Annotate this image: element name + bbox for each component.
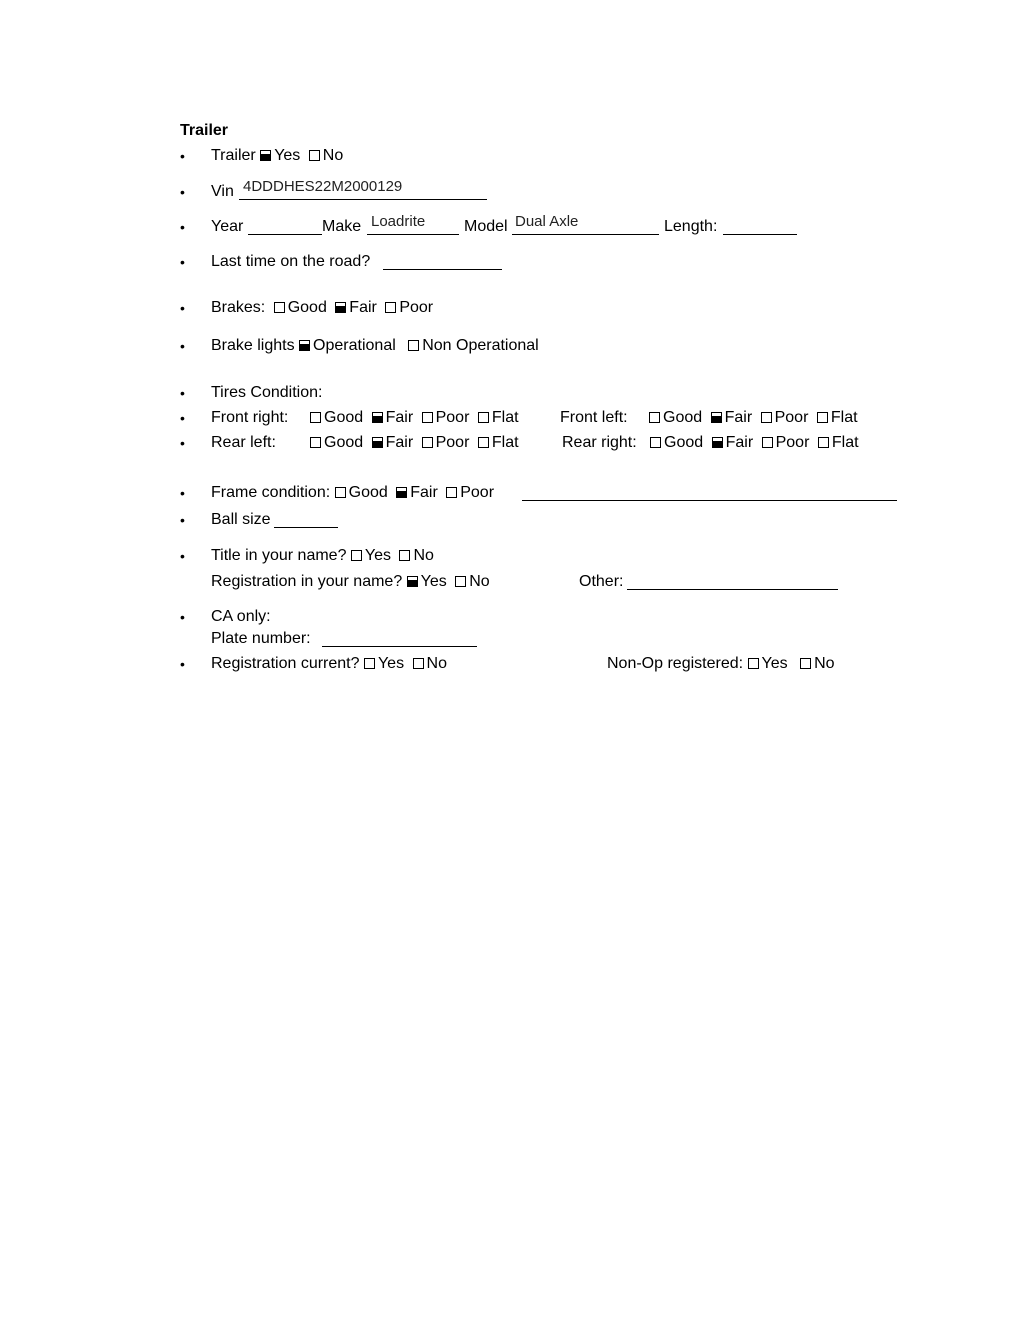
trailer-yes-checkbox[interactable]	[260, 150, 271, 161]
bullet: •	[180, 410, 185, 426]
length-underline[interactable]	[723, 234, 797, 235]
option-label: Flat	[491, 434, 519, 451]
bullet: •	[180, 512, 185, 528]
registration-name-row	[211, 574, 490, 590]
registration-name-no-label: No	[469, 573, 490, 590]
rear-right-poor-checkbox[interactable]	[762, 437, 773, 448]
registration-current-no-checkbox[interactable]	[413, 658, 424, 669]
registration-name-no-checkbox[interactable]	[455, 576, 466, 587]
brakes-good-checkbox[interactable]	[274, 302, 285, 313]
option-label: Good	[664, 434, 704, 451]
frame-good-checkbox[interactable]	[335, 487, 346, 498]
brake-lights-label: Brake lights	[211, 337, 295, 354]
bullet: •	[180, 219, 185, 235]
rear-right-label: Rear right:	[562, 434, 637, 451]
brakes-label: Brakes:	[211, 299, 266, 316]
ball-size-label: Ball size	[211, 511, 271, 528]
frame-poor-label: Poor	[460, 484, 495, 501]
bullet: •	[180, 184, 185, 200]
make-underline	[367, 234, 459, 235]
brakes-poor-label: Poor	[399, 299, 434, 316]
title-name-yes-label: Yes	[364, 547, 392, 564]
bullet: •	[180, 656, 185, 672]
front-right-label: Front right:	[211, 409, 289, 426]
brake-lights-row	[211, 338, 539, 354]
bullet: •	[180, 254, 185, 270]
vin-underline	[239, 199, 487, 200]
rear-right-flat-checkbox[interactable]	[818, 437, 829, 448]
brakes-fair-label: Fair	[349, 299, 377, 316]
trailer-row	[211, 148, 343, 164]
title-name-no-checkbox[interactable]	[399, 550, 410, 561]
bullet: •	[180, 609, 185, 625]
front-right-options	[310, 410, 519, 426]
bullet: •	[180, 485, 185, 501]
title-name-row	[211, 548, 434, 564]
title-name-label: Title in your name?	[211, 547, 347, 564]
bullet: •	[180, 148, 185, 164]
rear-right-good-checkbox[interactable]	[650, 437, 661, 448]
front-left-poor-checkbox[interactable]	[761, 412, 772, 423]
registration-current-yes-checkbox[interactable]	[364, 658, 375, 669]
option-label: Fair	[725, 434, 754, 451]
option-label: Poor	[774, 409, 809, 426]
bullet: •	[180, 548, 185, 564]
registration-current-row	[211, 656, 447, 672]
year-label: Year	[211, 218, 244, 235]
frame-poor-checkbox[interactable]	[446, 487, 457, 498]
non-op-label: Non-Op registered:	[607, 655, 744, 672]
front-left-label: Front left:	[560, 409, 628, 426]
front-left-good-checkbox[interactable]	[649, 412, 660, 423]
model-value[interactable]: Dual Axle	[515, 213, 579, 230]
option-label: Fair	[385, 434, 414, 451]
title-name-no-label: No	[413, 547, 434, 564]
vin-value[interactable]: 4DDDHES22M2000129	[243, 178, 403, 195]
frame-fair-checkbox[interactable]	[396, 487, 407, 498]
make-label: Make	[322, 218, 362, 235]
trailer-label: Trailer	[211, 147, 256, 164]
make-value[interactable]: Loadrite	[371, 213, 426, 230]
front-left-fair-checkbox[interactable]	[711, 412, 722, 423]
registration-name-yes-label: Yes	[420, 573, 447, 590]
plate-number-label: Plate number:	[211, 630, 311, 647]
year-underline[interactable]	[248, 234, 322, 235]
option-label: Flat	[831, 434, 859, 451]
brakes-poor-checkbox[interactable]	[385, 302, 396, 313]
registration-current-yes-label: Yes	[377, 655, 405, 672]
option-label: Flat	[830, 409, 858, 426]
front-left-flat-checkbox[interactable]	[817, 412, 828, 423]
non-op-yes-label: Yes	[761, 655, 788, 672]
rear-right-options	[650, 435, 859, 451]
rear-right-fair-checkbox[interactable]	[712, 437, 723, 448]
rear-left-options	[310, 435, 519, 451]
frame-underline[interactable]	[522, 500, 897, 501]
option-label: Fair	[724, 409, 753, 426]
brake-lights-operational-checkbox[interactable]	[299, 340, 310, 351]
ca-only-label: CA only:	[211, 608, 271, 625]
front-right-good-checkbox[interactable]	[310, 412, 321, 423]
rear-left-label: Rear left:	[211, 434, 276, 451]
rear-left-flat-checkbox[interactable]	[478, 437, 489, 448]
front-left-options	[649, 410, 858, 426]
option-label: Good	[324, 409, 364, 426]
option-label: Poor	[435, 434, 470, 451]
other-underline[interactable]	[627, 589, 838, 590]
registration-name-yes-checkbox[interactable]	[407, 576, 418, 587]
registration-name-label: Registration in your name?	[211, 573, 403, 590]
plate-number-underline[interactable]	[322, 646, 477, 647]
section-title: Trailer	[180, 122, 229, 139]
front-right-flat-checkbox[interactable]	[478, 412, 489, 423]
non-op-yes-checkbox[interactable]	[748, 658, 759, 669]
trailer-no-checkbox[interactable]	[309, 150, 320, 161]
vin-label: Vin	[211, 183, 234, 200]
brake-lights-non-operational-label: Non Operational	[422, 337, 539, 354]
front-right-poor-checkbox[interactable]	[422, 412, 433, 423]
title-name-yes-checkbox[interactable]	[351, 550, 362, 561]
bullet: •	[180, 338, 185, 354]
registration-current-label: Registration current?	[211, 655, 360, 672]
option-label: Good	[663, 409, 703, 426]
frame-row	[211, 485, 494, 501]
option-label: Good	[324, 434, 364, 451]
rear-left-poor-checkbox[interactable]	[422, 437, 433, 448]
rear-left-fair-checkbox[interactable]	[372, 437, 383, 448]
registration-current-no-label: No	[426, 655, 447, 672]
option-label: Flat	[491, 409, 519, 426]
front-right-fair-checkbox[interactable]	[372, 412, 383, 423]
bullet: •	[180, 435, 185, 451]
rear-left-good-checkbox[interactable]	[310, 437, 321, 448]
frame-fair-label: Fair	[410, 484, 438, 501]
brake-lights-operational-label: Operational	[313, 337, 396, 354]
brakes-fair-checkbox[interactable]	[335, 302, 346, 313]
length-label: Length:	[664, 218, 718, 235]
option-label: Poor	[775, 434, 810, 451]
frame-label: Frame condition:	[211, 484, 331, 501]
non-op-row	[607, 656, 835, 672]
trailer-no-label: No	[322, 147, 344, 164]
brakes-row	[211, 300, 433, 316]
option-label: Poor	[435, 409, 470, 426]
ball-size-underline[interactable]	[274, 527, 338, 528]
trailer-yes-label: Yes	[274, 147, 301, 164]
model-underline	[512, 234, 659, 235]
last-time-underline[interactable]	[383, 269, 502, 270]
brake-lights-non-operational-checkbox[interactable]	[408, 340, 419, 351]
last-time-label: Last time on the road?	[211, 253, 371, 270]
other-label: Other:	[579, 573, 624, 590]
bullet: •	[180, 300, 185, 316]
option-label: Fair	[385, 409, 414, 426]
non-op-no-label: No	[814, 655, 835, 672]
frame-good-label: Good	[348, 484, 388, 501]
brakes-good-label: Good	[287, 299, 327, 316]
tires-label: Tires Condition:	[211, 384, 323, 401]
model-label: Model	[464, 218, 508, 235]
bullet: •	[180, 385, 185, 401]
non-op-no-checkbox[interactable]	[800, 658, 811, 669]
